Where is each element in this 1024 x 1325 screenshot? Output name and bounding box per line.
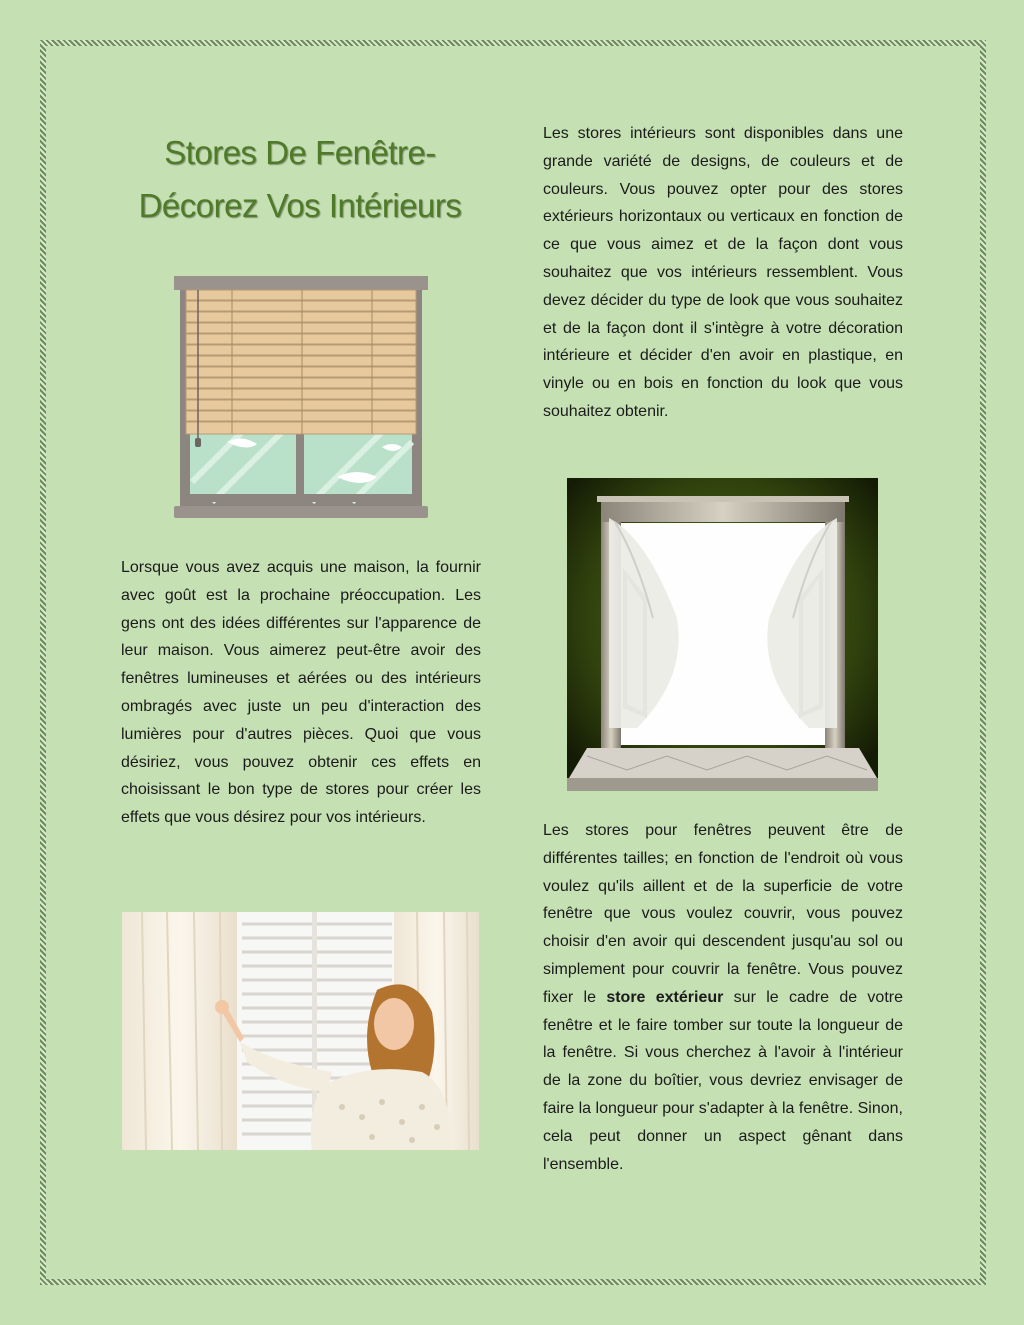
open-window-curtains-image — [567, 478, 878, 791]
intro-paragraph: Les stores intérieurs sont disponibles dans une grande variété de designs, de couleurs et de couleurs. Vous pouvez opter pour des stores extérieurs horizontaux ou verticaux en fonction de ce que vous aimez et de la façon dont vous souhaitez que vos intérieurs ressemblent. Vous devez décider du type de look que vous souhaitez et de la façon dont il s'intègre à votre décoration intérieure et décider d'en avoir en plastique, en vinyle ou en bois en fonction du look que vous souhaitez obtenir. — [543, 125, 903, 420]
paragraph-text-before: Les stores pour fenêtres peuvent être de différentes tailles; en fonction de l'endroit où vous voulez qu'ils aillent et de la superficie de votre fenêtre que vous voulez couvrir, vous pouvez choisir d'en avoir qui descendent jusqu'au sol ou simplement pour couvrir la fenêtre. Vous pouvez fixer le — [543, 822, 903, 1006]
store-exterieur-keyword: store extérieur — [606, 988, 724, 1006]
title-line-2: Décorez Vos Intérieurs — [138, 187, 462, 224]
body-paragraph-left: Lorsque vous avez acquis une maison, la fournir avec goût est la prochaine préoccupation. Les gens ont des idées différentes sur l'apparence de leur maison. Vous aimerez peut-être avoir des fenêtres lumineuses et aérées ou des intérieurs ombragés avec juste un peu d'interaction des lumières pour d'autres pièces. Quoi que vous désiriez, vous pouvez obtenir ces effets en choisissant le bon type de stores pour créer les effets que vous désirez pour vos intérieurs. — [121, 559, 481, 827]
page-title — [100, 126, 500, 232]
woman-opening-curtain-photo — [122, 912, 479, 1150]
title-line-1: Stores De Fenêtre- — [164, 134, 436, 171]
window-blind-illustration — [172, 272, 430, 520]
paragraph-text-after: sur le cadre de votre fenêtre et le faire tomber sur toute la longueur de la fenêtre. Si vous cherchez à l'avoir à l'intérieur de la zone du boîtier, vous devriez envisager de faire la longueur pour s'adapter à la fenêtre. Sinon, cela peut donner un aspect gênant dans l'ensemble. — [543, 988, 904, 1173]
body-paragraph-right — [543, 817, 903, 1178]
